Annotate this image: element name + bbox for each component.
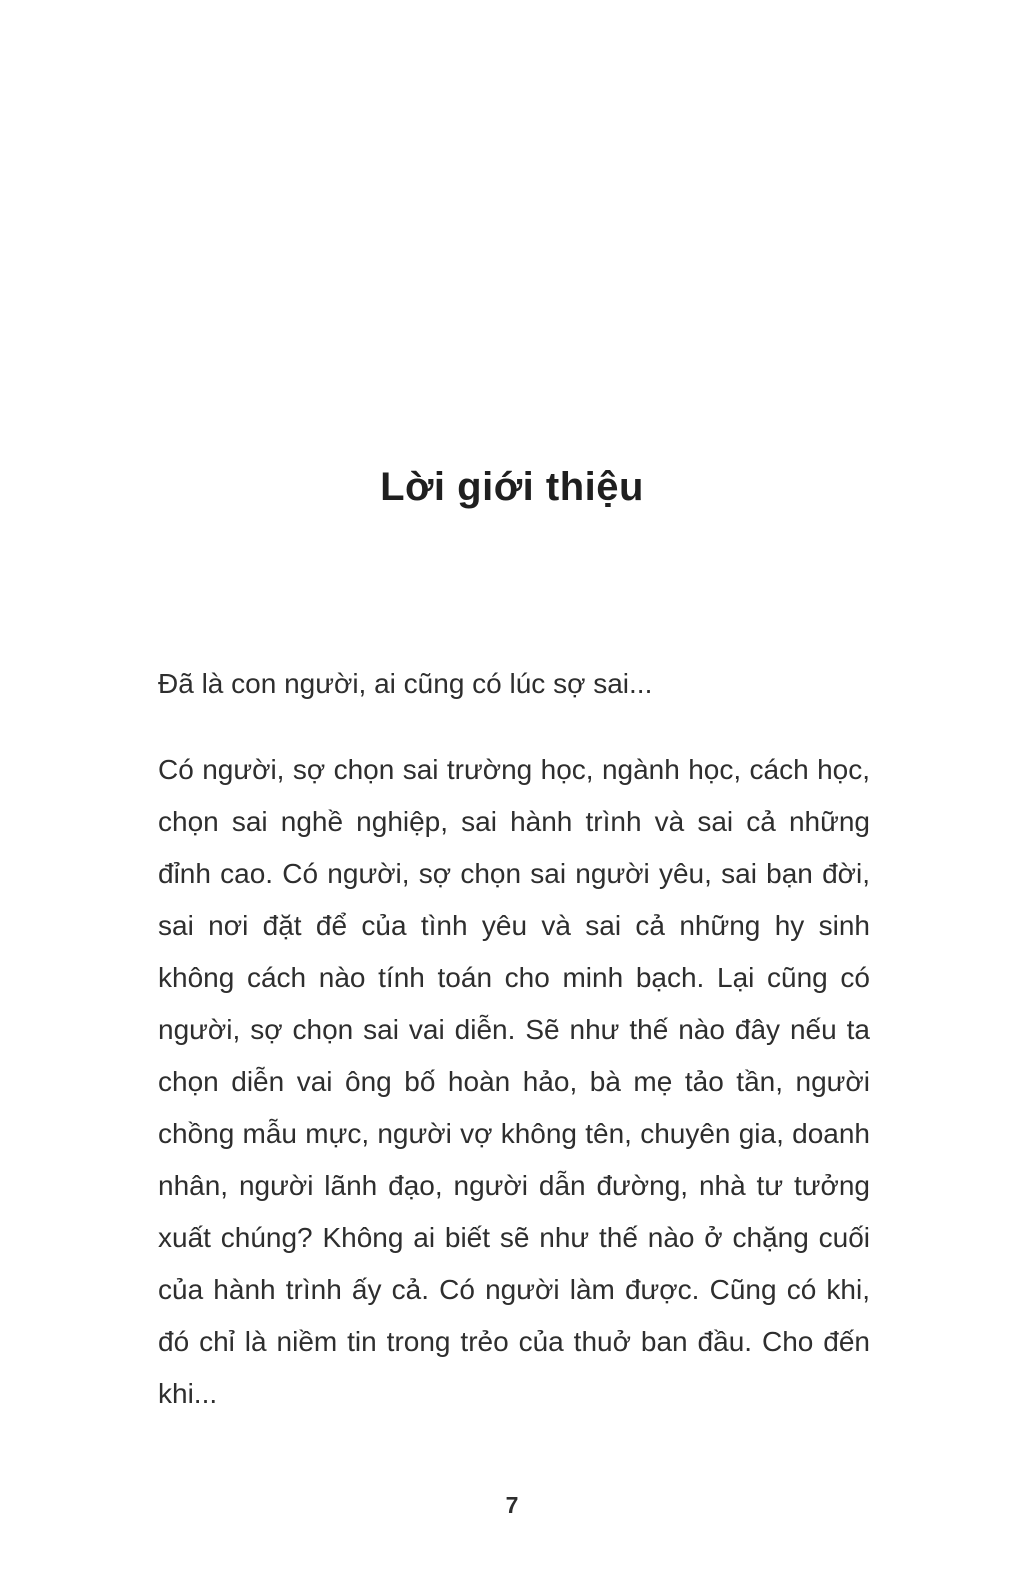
chapter-title: Lời giới thiệu bbox=[380, 464, 644, 509]
intro-paragraph: Đã là con người, ai cũng có lúc sợ sai... bbox=[158, 668, 653, 699]
page-body bbox=[158, 658, 870, 1420]
page-number: 7 bbox=[505, 1492, 519, 1518]
main-paragraph: Có người, sợ chọn sai trường học, ngành học, cách học, chọn sai nghề nghiệp, sai hành trình và sai cả những đỉnh cao. Có người, sợ chọn sai người yêu, sai bạn đời, sai nơi đặt để của tình yêu và sai cả những hy sinh không cách nào tính toán cho minh bạch. Lại cũng có người, sợ chọn sai vai diễn. Sẽ như thế nào đây nếu ta chọn diễn vai ông bố hoàn hảo, bà mẹ tảo tần, người chồng mẫu mực, người vợ không tên, chuyên gia, doanh nhân, người lãnh đạo, người dẫn đường, nhà tư tưởng xuất chúng? Không ai biết sẽ như thế nào ở chặng cuối của hành trình ấy cả. Có người làm được. Cũng có khi, đó chỉ là niềm tin trong trẻo của thuở ban đầu. Cho đến khi... bbox=[158, 754, 870, 1409]
